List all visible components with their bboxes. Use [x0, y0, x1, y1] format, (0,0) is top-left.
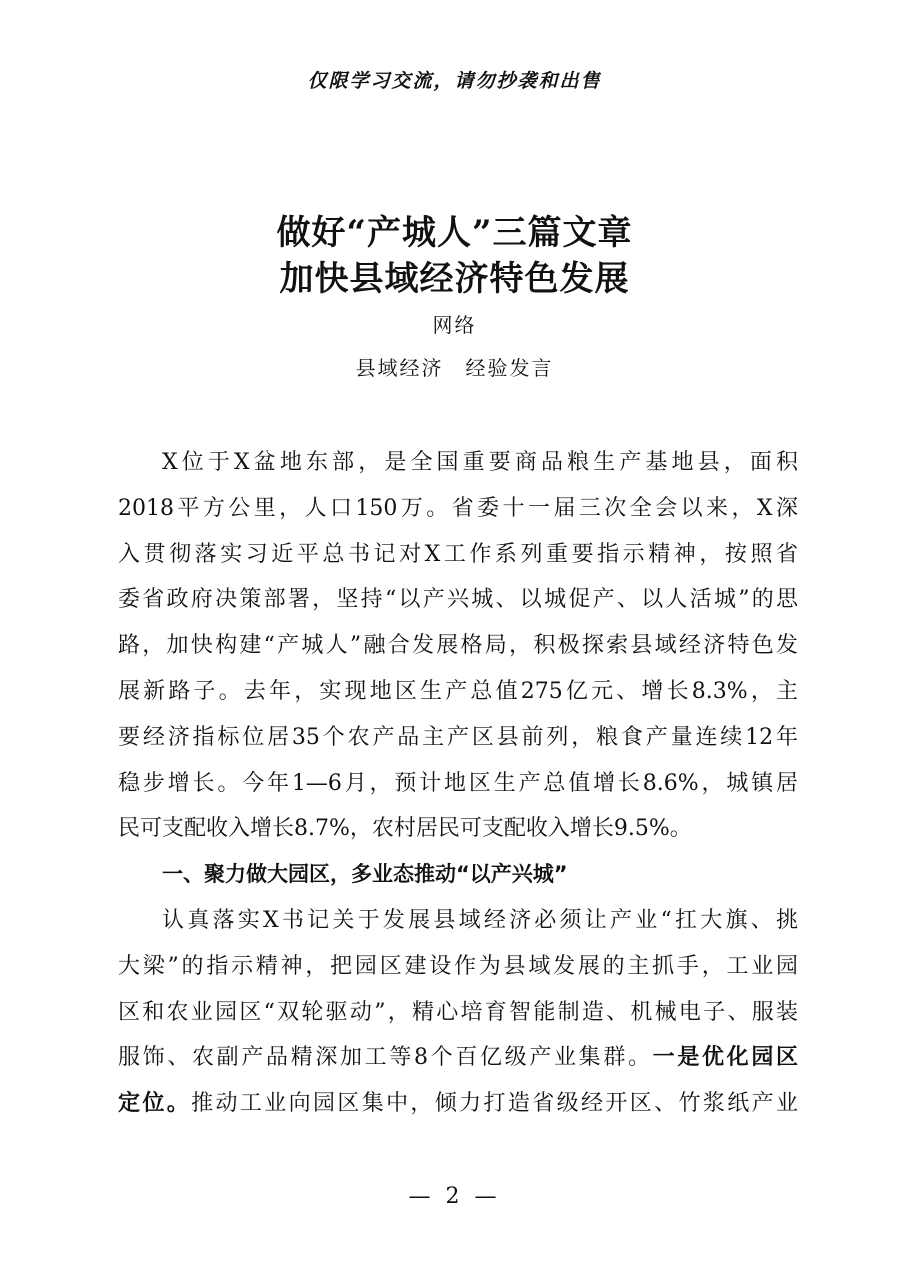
header-note: 仅限学习交流，请勿抄袭和出售 [307, 70, 602, 92]
paragraph-line: 路，加快构建“产城人”融合发展格局，积极探索县域经济特色发 [118, 633, 798, 659]
section-heading: 一、聚力做大园区，多业态推动“以产兴城” [162, 862, 568, 887]
paragraph-line: X位于X盆地东部，是全国重要商品粮生产基地县，面积 [162, 450, 798, 475]
paragraph-line: 大梁”的指示精神，把园区建设作为县域发展的主抓手，工业园 [118, 953, 798, 979]
paragraph-line: 民可支配收入增长8.7%，农村居民可支配收入增长9.5%。 [118, 816, 692, 842]
paragraph-text: 服饰、农副产品精深加工等8个百亿级产业集群。 [118, 1045, 653, 1071]
title-line-2: 加快县域经济特色发展 [279, 259, 630, 299]
paragraph-line: 要经济指标位居35个农产品主产区县前列，粮食产量连续12年 [118, 724, 798, 750]
paragraph-line: 认真落实X书记关于发展县域经济必须让产业“扛大旗、挑 [162, 907, 798, 933]
page-number: — 2 — [408, 1184, 501, 1209]
paragraph-line-mixed [118, 1081, 798, 1127]
paragraph-text: 推动工业向园区集中，倾力打造省级经开区、竹浆纸产业 [191, 1091, 798, 1117]
paragraph-line: 区和农业园区“双轮驱动”，精心培育智能制造、机械电子、服装 [118, 999, 798, 1025]
document-title [0, 210, 909, 302]
title-line-1: 做好“产城人”三篇文章 [276, 213, 633, 253]
paragraph-line-mixed [118, 1035, 798, 1081]
paragraph-line: 展新路子。去年，实现地区生产总值275亿元、增长8.3%，主 [118, 678, 798, 704]
keywords: 县域经济 经验发言 [355, 356, 554, 380]
author: 网络 [432, 313, 477, 337]
paragraph-line: 委省政府决策部署，坚持“以产兴城、以城促产、以人活城”的思 [118, 587, 798, 613]
paragraph-line: 入贯彻落实习近平总书记对X工作系列重要指示精神，按照省 [118, 541, 798, 567]
body-text [118, 440, 798, 1127]
bold-lead: 一是优化园区 [652, 1045, 798, 1071]
bold-lead: 定位。 [118, 1091, 192, 1117]
paragraph-line: 2018平方公里，人口150万。省委十一届三次全会以来，X深 [118, 495, 798, 521]
paragraph-line: 稳步增长。今年1—6月，预计地区生产总值增长8.6%，城镇居 [118, 770, 798, 796]
